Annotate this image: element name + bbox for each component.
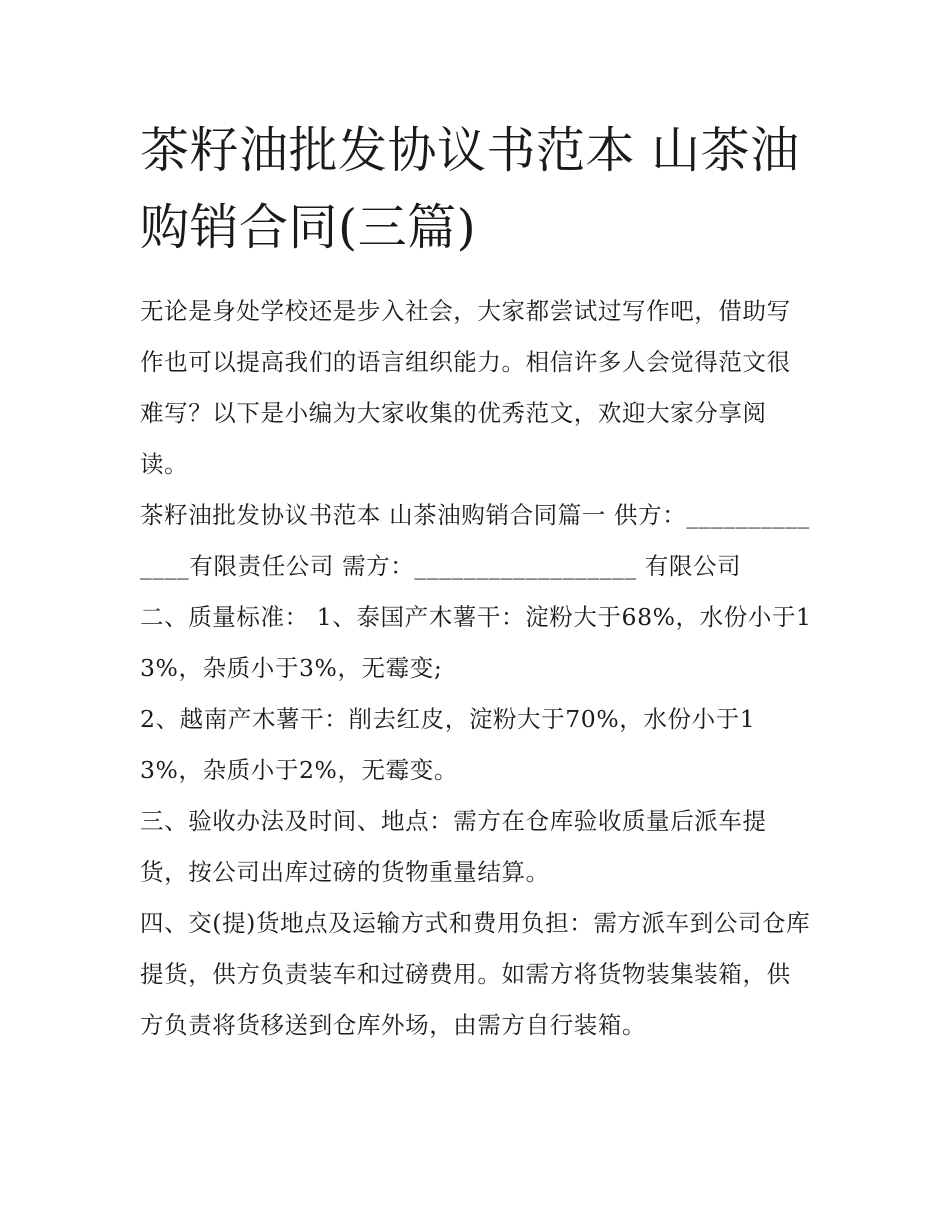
paragraph-acceptance: 三、验收办法及时间、地点：需方在仓库验收质量后派车提货，按公司出库过磅的货物重量结算。 [140, 807, 767, 886]
paragraph-vietnam-quality: 2、越南产木薯干：削去红皮，淀粉大于70%，水份小于13%，杂质小于2%，无霉变。 [140, 705, 756, 784]
document-page [140, 112, 812, 1051]
document-title: 茶籽油批发协议书范本 山茶油购销合同(三篇) [140, 122, 800, 256]
paragraph-parties: 茶籽油批发协议书范本 山茶油购销合同篇一 供方：______________有限责任公司 需方：__________________ 有限公司 [140, 501, 810, 580]
paragraph-quality-standard: 二、质量标准： 1、泰国产木薯干：淀粉大于68%，水份小于13%，杂质小于3%，无霉变; [140, 603, 812, 682]
document-body [140, 286, 812, 1051]
paragraph-delivery: 四、交(提)货地点及运输方式和费用负担：需方派车到公司仓库提货，供方负责装车和过磅费用。如需方将货物装集装箱，供方负责将货移送到仓库外场，由需方自行装箱。 [140, 909, 811, 1039]
paragraph-intro: 无论是身处学校还是步入社会，大家都尝试过写作吧，借助写作也可以提高我们的语言组织能力。相信许多人会觉得范文很难写？以下是小编为大家收集的优秀范文，欢迎大家分享阅读。 [140, 297, 791, 478]
